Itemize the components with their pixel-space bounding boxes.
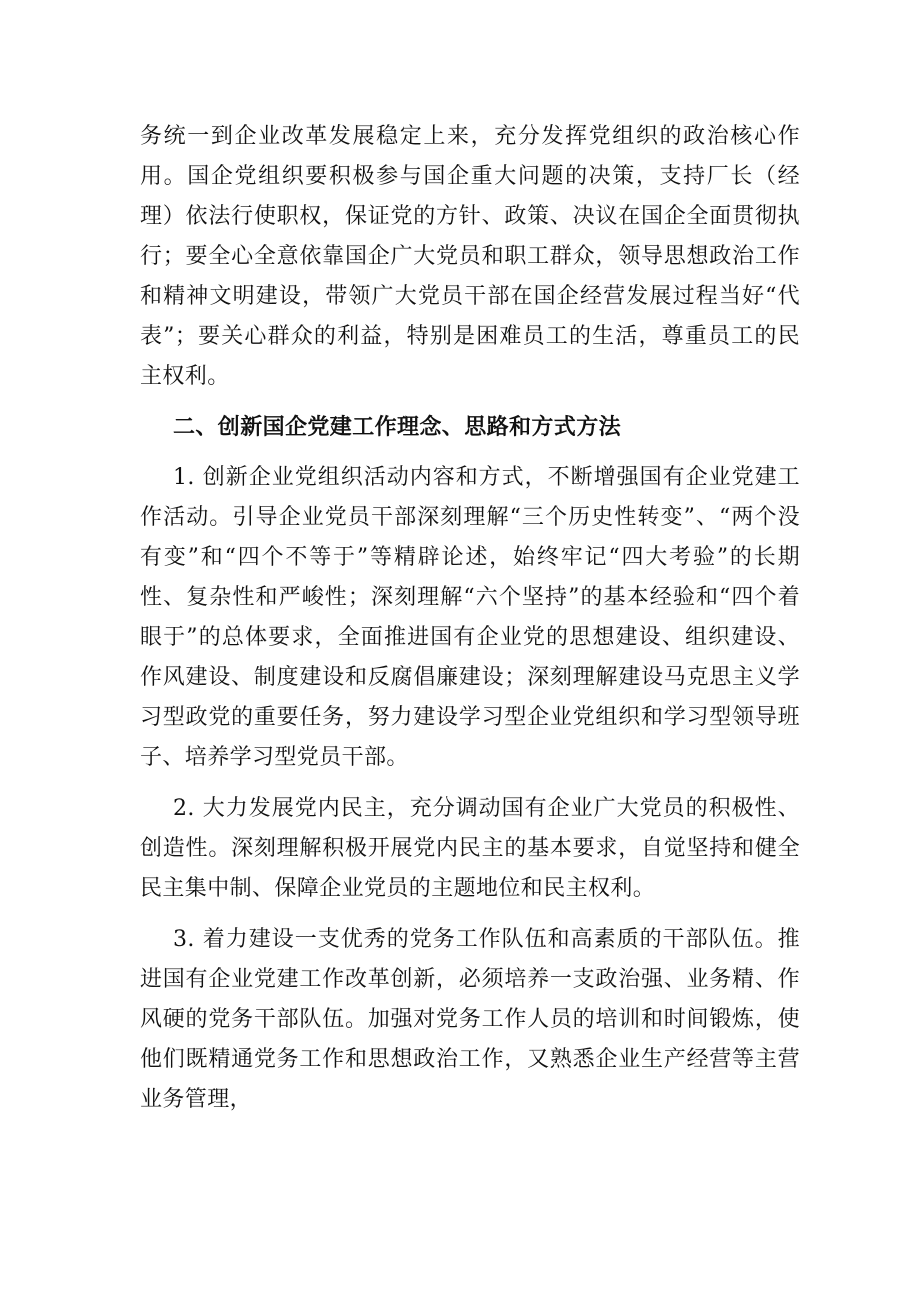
document-body [140,117,800,1131]
paragraph-item-1: 1. 创新企业党组织活动内容和方式，不断增强国有企业党建工作活动。引导企业党员干部深刻理解“三个历史性转变”、“两个没有变”和“四个不等于”等精辟论述，始终牢记“四大考验”的长期性、复杂性和严峻性；深刻理解“六个坚持”的基本经验和“四个着眼于”的总体要求，全面推进国有企业党的思想建设、组织建设、作风建设、制度建设和反腐倡廉建设；深刻理解建设马克思主义学习型政党的重要任务，努力建设学习型企业党组织和学习型领导班子、培养学习型党员干部。 [140,465,800,770]
section-heading: 二、创新国企党建工作理念、思路和方式方法 [173,415,622,440]
paragraph-item-2: 2. 大力发展党内民主，充分调动国有企业广大党员的积极性、创造性。深刻理解积极开展党内民主的基本要求，自觉坚持和健全民主集中制、保障企业党员的主题地位和民主权利。 [140,796,800,901]
paragraph-item-3: 3. 着力建设一支优秀的党务工作队伍和高素质的干部队伍。推进国有企业党建工作改革创新，必须培养一支政治强、业务精、作风硬的党务干部队伍。加强对党务工作人员的培训和时间锻炼，使他们既精通党务工作和思想政治工作，又熟悉企业生产经营等主营业务管理， [140,927,800,1112]
paragraph-continued: 务统一到企业改革发展稳定上来，充分发挥党组织的政治核心作用。国企党组织要积极参与国企重大问题的决策，支持厂长（经理）依法行使职权，保证党的方针、政策、决议在国企全面贯彻执行；要全心全意依靠国企广大党员和职工群众，领导思想政治工作和精神文明建设，带领广大党员干部在国企经营发展过程当好“代表”；要关心群众的利益，特别是困难员工的生活，尊重员工的民主权利。 [140,124,800,389]
